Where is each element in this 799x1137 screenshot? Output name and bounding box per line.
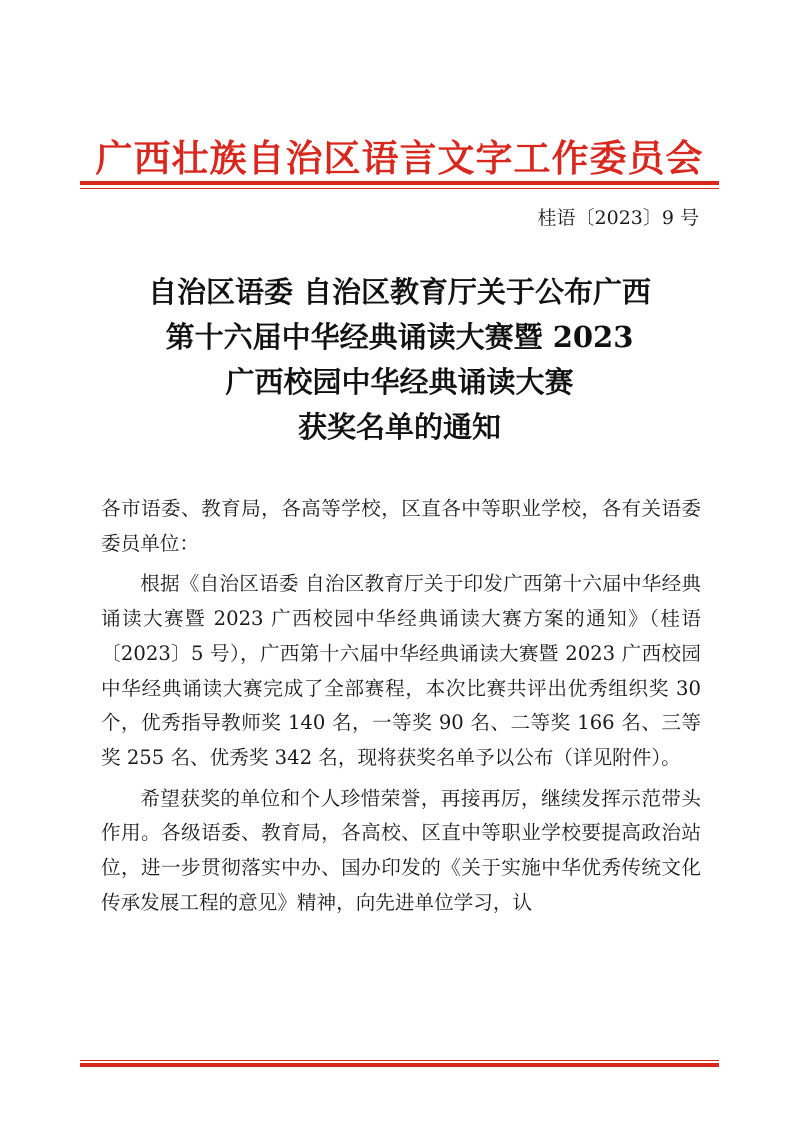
document-number: 桂语〔2023〕9 号 — [537, 207, 699, 229]
document-title — [0, 270, 799, 450]
issuing-organization-header: 广西壮族自治区语言文字工作委员会 — [95, 136, 704, 180]
body-paragraph-2: 希望获奖的单位和个人珍惜荣誉，再接再厉，继续发挥示范带头作用。各级语委、教育局，各高校、区直中等职业学校要提高政治站位，进一步贯彻落实中办、国办印发的《关于实施中华优秀传统文化传承发展工程的意见》精神，向先进单位学习，认 — [101, 786, 701, 914]
title-line-4: 获奖名单的通知 — [297, 410, 501, 444]
title-line-1: 自治区语委 自治区教育厅关于公布广西 — [147, 275, 652, 309]
header-divider-thin — [80, 188, 719, 189]
document-body — [101, 492, 701, 920]
header-divider-thick — [80, 181, 719, 185]
footer-divider-thin — [80, 1060, 719, 1061]
salutation: 各市语委、教育局，各高等学校，区直各中等职业学校，各有关语委委员单位： — [101, 497, 701, 555]
title-line-3: 广西校园中华经典诵读大赛 — [225, 365, 574, 399]
body-paragraph-1: 根据《自治区语委 自治区教育厅关于印发广西第十六届中华经典诵读大赛暨 2023 广西校园中华经典诵读大赛方案的通知》（桂语〔2023〕5 号），广西第十六届中华经典诵读大赛暨 2023 广西校园中华经典诵读大赛完成了全部赛程，本次比赛共评出优秀组织奖 30 个，优秀指导教师奖 140 名，一等奖 90 名、二等奖 166 名、三等奖 255 名、优秀奖 342 名，现将获奖名单予以公布（详见附件）。 — [101, 572, 701, 769]
title-line-2: 第十六届中华经典诵读大赛暨 2023 — [165, 320, 634, 354]
footer-divider-thick — [80, 1063, 719, 1067]
